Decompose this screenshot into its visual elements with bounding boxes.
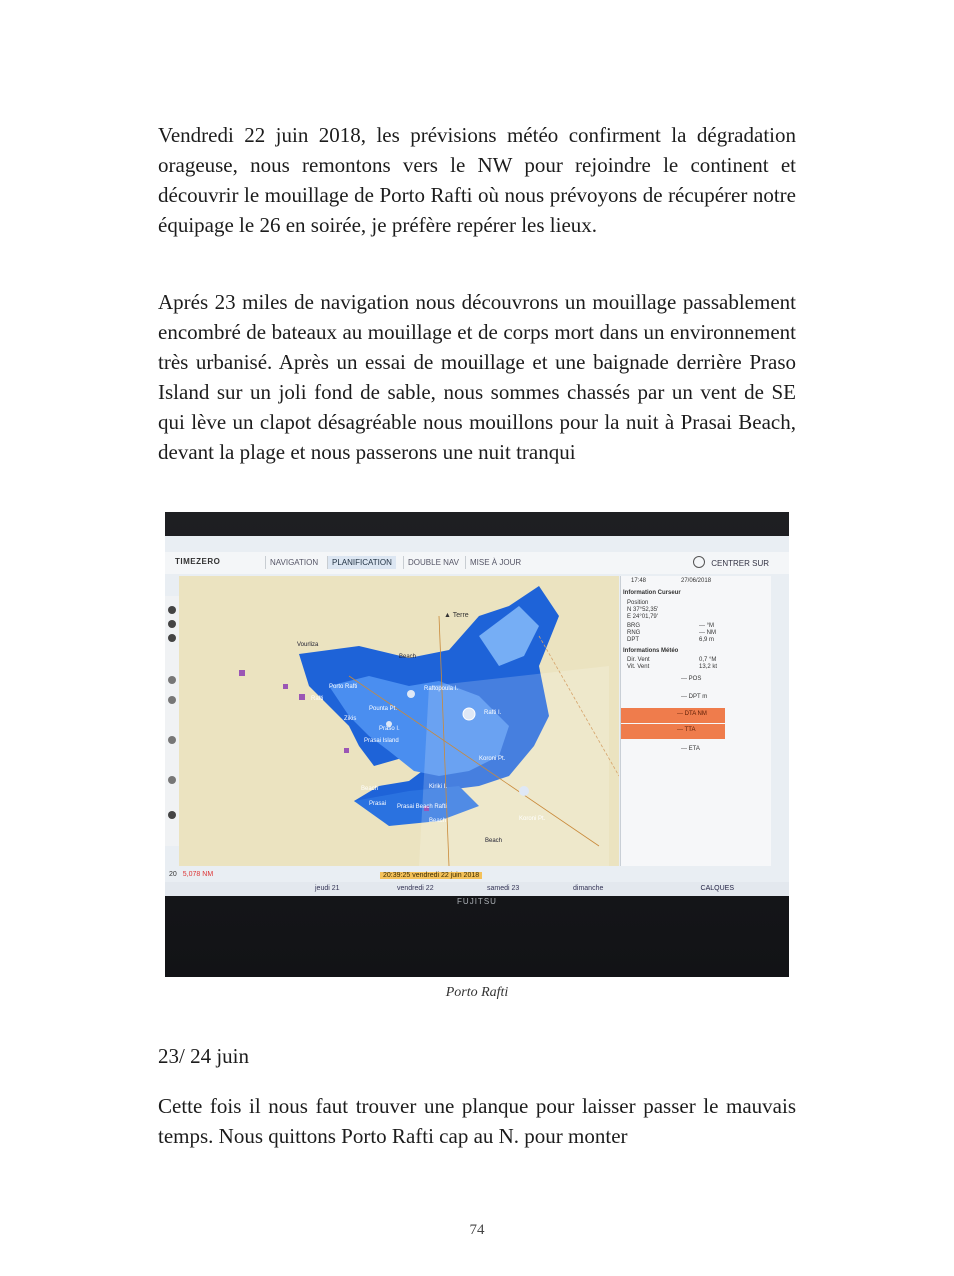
tta-box: --- TTA	[621, 724, 725, 739]
map-label: Prasai Island	[364, 738, 399, 744]
dpt2-value: --- DPT m	[681, 694, 708, 700]
zoom-level: 20	[169, 871, 177, 878]
tool-icon[interactable]	[168, 736, 176, 744]
tool-icon[interactable]	[168, 696, 176, 704]
map-label: Porto Rafti	[329, 684, 358, 690]
tool-icon[interactable]	[168, 606, 176, 614]
tab-mise-a-jour[interactable]: MISE À JOUR	[465, 556, 525, 569]
tab-planification[interactable]: PLANIFICATION	[327, 556, 396, 569]
map-label: Koroni Pt.	[479, 756, 506, 762]
laptop-screen	[165, 536, 789, 894]
timeline-day[interactable]: vendredi 22	[397, 885, 434, 892]
eta-value: --- ETA	[681, 746, 700, 752]
timeline-day[interactable]: samedi 23	[487, 885, 520, 892]
panel-date: 27/06/2018	[681, 578, 712, 584]
left-toolbar	[165, 596, 180, 846]
paragraph-intro: Vendredi 22 juin 2018, les prévisions météo confirment la dégradation orageuse, nous remontons vers le NW pour rejoindre le continent et découvrir le mouillage de Porto Rafti où nous prévoyons de récupérer notre équipage le 26 en soirée, je préfère repérer les lieux.	[158, 123, 796, 237]
map-label: Pounta Pt.	[369, 706, 398, 712]
laptop-brand: FUJITSU	[457, 897, 497, 906]
section-heading: 23/ 24 juin	[158, 1044, 250, 1068]
map-label: Prasai	[369, 801, 387, 807]
wind-speed-value: 13,2 kt	[699, 664, 718, 670]
map-label: Rafti I.	[484, 710, 502, 716]
map-label: Beach	[399, 654, 417, 660]
rng-value: --- NM	[699, 630, 716, 636]
timestamp-badge: 20:39:25 vendredi 22 juin 2018	[380, 872, 482, 879]
wind-dir-label: Dir. Vent	[627, 657, 650, 663]
tool-icon[interactable]	[168, 634, 176, 642]
wind-dir-value: 0,7 °M	[699, 657, 717, 663]
longitude-value: E 24°01,79'	[627, 614, 658, 620]
map-label: Beach	[485, 838, 503, 844]
paragraph-anchorage: Aprés 23 miles de navigation nous découvrons un mouillage passablement encombré de bateaux au mouillage et de corps mort dans un environnement très urbanisé. Après un essai de mouillage et une baignade derrière Praso Island sur un joli fond de sable, nous sommes chassés par un vent de SE qui lève un clapot désagréable nous mouillons pour la nuit à Prasai Beach, devant la plage et nous passerons une nuit tranqui	[158, 290, 796, 464]
info-panel	[620, 576, 771, 866]
wind-speed-label: Vit. Vent	[627, 664, 650, 670]
map-label: Koroni Pt.	[519, 816, 546, 822]
photo-porto-rafti	[165, 512, 789, 977]
map-label: Rafti	[311, 696, 324, 702]
map-label: Praso I.	[379, 726, 400, 732]
map-label: Beach	[361, 786, 379, 792]
tab-navigation[interactable]: NAVIGATION	[265, 556, 322, 569]
tool-icon[interactable]	[168, 776, 176, 784]
meteo-title: Informations Météo	[623, 648, 679, 654]
timeline-day[interactable]: dimanche	[573, 885, 604, 892]
latitude-value: N 37°52,35'	[627, 607, 659, 613]
cursor-info-title: Information Curseur	[623, 590, 681, 596]
terre-label: ▲ Terre	[444, 612, 469, 619]
app-brand: TIMEZERO	[175, 557, 221, 566]
map-label: Raftopoula I.	[424, 686, 459, 692]
dpt-value: 6,9 m	[699, 637, 715, 643]
figure-caption: Porto Rafti	[445, 985, 509, 1000]
panel-time: 17:48	[631, 578, 647, 584]
timeline-day[interactable]: jeudi 21	[315, 885, 340, 892]
pos-value: --- POS	[681, 676, 702, 682]
dpt-label: DPT	[627, 637, 639, 643]
map-label: Prasai Beach Rafti	[397, 804, 447, 810]
tab-double-nav[interactable]: DOUBLE NAV	[403, 556, 463, 569]
position-label: Position	[627, 600, 649, 606]
rng-label: RNG	[627, 630, 641, 636]
brg-label: BRG	[627, 623, 641, 629]
map-label: Vourliza	[297, 642, 319, 648]
brg-value: --- °M	[699, 623, 715, 629]
tool-icon[interactable]	[168, 811, 176, 819]
layers-button[interactable]: CALQUES	[700, 885, 734, 892]
app-topbar	[165, 552, 789, 574]
tool-icon[interactable]	[168, 620, 176, 628]
page-number: 74	[469, 1222, 485, 1238]
target-icon	[693, 556, 705, 568]
scale-readout: 20 5,078 NM	[169, 871, 214, 878]
paragraph-next: Cette fois il nous faut trouver une planque pour laisser passer le mauvais temps. Nous quittons Porto Rafti cap au N. pour monter	[158, 1094, 796, 1148]
map-label: Kiriki I.	[429, 784, 447, 790]
chart-svg	[179, 576, 619, 866]
map-label: Beach	[429, 818, 447, 824]
map-label: Zikis	[344, 716, 357, 722]
tool-icon[interactable]	[168, 676, 176, 684]
nautical-chart[interactable]	[179, 576, 619, 866]
center-button[interactable]: CENTRER SUR	[693, 556, 769, 568]
dta-box: --- DTA NM	[621, 708, 725, 723]
